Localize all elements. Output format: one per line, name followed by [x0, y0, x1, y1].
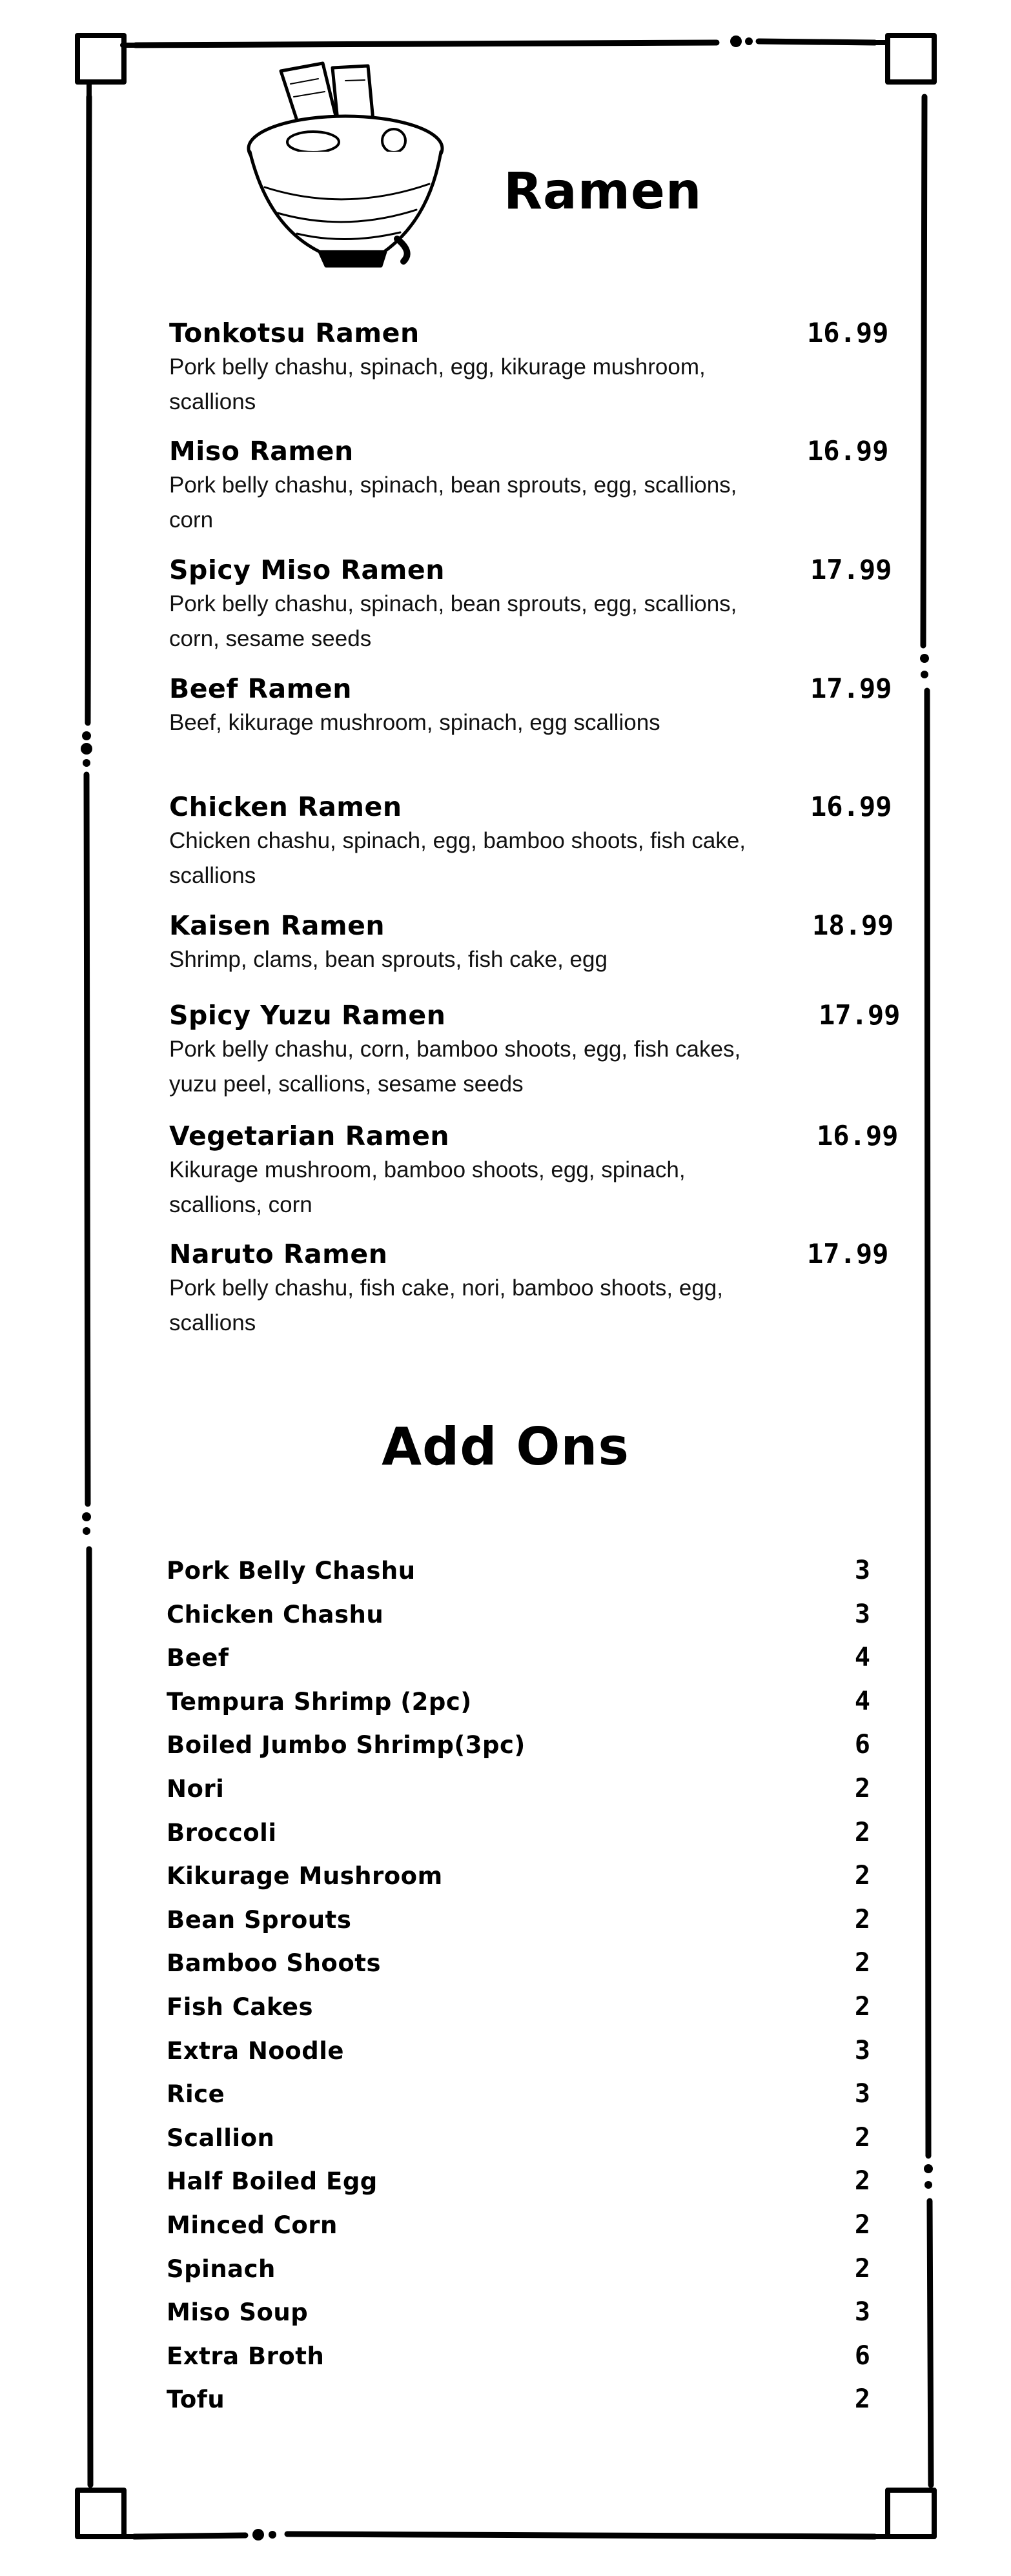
addon-item [167, 2378, 870, 2421]
addon-item-price: 2 [854, 1992, 870, 2022]
ramen-item [169, 672, 892, 740]
addon-item-name: Beef [167, 1644, 229, 1672]
addon-item [167, 2335, 870, 2378]
addon-item [167, 1898, 870, 1942]
addon-item-price: 3 [854, 1556, 870, 1585]
addon-item [167, 2291, 870, 2334]
ramen-item [169, 1237, 889, 1341]
addon-item-name: Extra Noodle [167, 2037, 344, 2065]
addon-item-name: Spinach [167, 2255, 276, 2283]
addon-item-price: 2 [854, 2210, 870, 2240]
ramen-item-name: Spicy Miso Ramen [169, 554, 445, 585]
addon-item-price: 2 [854, 2123, 870, 2153]
ramen-item-description: Pork belly chashu, corn, bamboo shoots, egg, fish cakes, yuzu peel, scallions, sesame seeds [169, 1037, 741, 1097]
addon-item [167, 1723, 870, 1767]
ramen-item-name: Beef Ramen [169, 673, 352, 704]
addon-item [167, 1636, 870, 1679]
addon-item-price: 6 [854, 1730, 870, 1760]
ramen-item-price: 17.99 [810, 673, 892, 704]
addon-item-name: Broccoli [167, 1819, 277, 1847]
addon-item-price: 6 [854, 2341, 870, 2371]
addon-item-name: Rice [167, 2080, 225, 2108]
addon-item-price: 3 [854, 2036, 870, 2065]
ramen-item-price: 16.99 [817, 1120, 899, 1151]
ramen-bowl-icon [242, 58, 462, 271]
addon-item-name: Scallion [167, 2124, 275, 2152]
addon-item [167, 1593, 870, 1636]
addon-item [167, 1767, 870, 1810]
addon-item-price: 3 [854, 1599, 870, 1629]
ramen-item [169, 1119, 899, 1222]
addon-item [167, 2160, 870, 2203]
ramen-item-name: Kaisen Ramen [169, 910, 385, 941]
ramen-item-name: Naruto Ramen [169, 1239, 388, 1270]
ramen-item-description: Pork belly chashu, spinach, bean sprouts, egg, scallions, corn [169, 472, 737, 532]
ramen-item [169, 553, 892, 656]
addon-item-price: 2 [854, 1818, 870, 1847]
ramen-item-price: 17.99 [810, 554, 892, 585]
addon-item-name: Kikurage Mushroom [167, 1862, 443, 1890]
ramen-item-description: Pork belly chashu, spinach, egg, kikurage mushroom, scallions [169, 354, 706, 414]
ramen-item-price: 16.99 [807, 317, 889, 349]
addon-item-price: 2 [854, 2384, 870, 2414]
addon-item-price: 2 [854, 1861, 870, 1891]
addon-item [167, 2247, 870, 2291]
addon-item-name: Chicken Chashu [167, 1601, 384, 1628]
ramen-item-price: 18.99 [812, 909, 894, 941]
ramen-item-name: Chicken Ramen [169, 791, 402, 822]
ramen-item-price: 17.99 [807, 1238, 889, 1270]
ramen-item-description: Kikurage mushroom, bamboo shoots, egg, spinach, scallions, corn [169, 1157, 686, 1217]
ramen-item-price: 17.99 [819, 999, 901, 1031]
addon-item-name: Tofu [167, 2386, 225, 2413]
addon-item-name: Minced Corn [167, 2211, 338, 2239]
ramen-item-name: Tonkotsu Ramen [169, 318, 420, 349]
ramen-item-description: Pork belly chashu, spinach, bean sprouts, egg, scallions, corn, sesame seeds [169, 591, 737, 651]
addon-item-price: 3 [854, 2079, 870, 2109]
addon-item-price: 4 [854, 1687, 870, 1716]
addon-item-price: 2 [854, 1905, 870, 1934]
addon-item [167, 2029, 870, 2073]
addon-item-price: 2 [854, 2254, 870, 2284]
addon-item [167, 1985, 870, 2029]
ramen-item-name: Vegetarian Ramen [169, 1121, 450, 1151]
ramen-item-description: Shrimp, clams, bean sprouts, fish cake, egg [169, 947, 608, 972]
addon-item-name: Pork Belly Chashu [167, 1557, 416, 1585]
ramen-item-description: Chicken chashu, spinach, egg, bamboo shoots, fish cake, scallions [169, 828, 746, 888]
addon-item [167, 1854, 870, 1898]
addon-item-name: Extra Broth [167, 2342, 325, 2370]
ramen-item [169, 909, 894, 977]
addon-item-name: Bean Sprouts [167, 1906, 352, 1934]
addon-item-price: 3 [854, 2297, 870, 2327]
ramen-item [169, 790, 892, 893]
ramen-item [169, 434, 889, 538]
addon-item-price: 2 [854, 1774, 870, 1803]
addon-item-name: Bamboo Shoots [167, 1949, 381, 1977]
ramen-item-price: 16.99 [807, 435, 889, 467]
addon-item-name: Tempura Shrimp (2pc) [167, 1688, 472, 1716]
ramen-item-description: Beef, kikurage mushroom, spinach, egg scallions [169, 710, 660, 735]
addons-section-title: Add Ons [382, 1417, 629, 1477]
addon-item-name: Fish Cakes [167, 1993, 314, 2021]
addon-item [167, 2116, 870, 2160]
addon-item [167, 1549, 870, 1592]
addon-item [167, 1680, 870, 1723]
addon-item-price: 2 [854, 1948, 870, 1978]
addon-item [167, 1811, 870, 1854]
addon-item [167, 1942, 870, 1985]
addon-item-price: 4 [854, 1643, 870, 1672]
ramen-item [169, 999, 901, 1102]
ramen-item-name: Spicy Yuzu Ramen [169, 1000, 446, 1031]
ramen-section-title: Ramen [504, 163, 702, 221]
addon-item [167, 2204, 870, 2247]
addon-item-price: 2 [854, 2166, 870, 2196]
addon-item-name: Boiled Jumbo Shrimp(3pc) [167, 1731, 526, 1759]
ramen-item-name: Miso Ramen [169, 436, 354, 467]
addon-item-name: Miso Soup [167, 2298, 309, 2326]
addon-item-name: Half Boiled Egg [167, 2167, 378, 2195]
ramen-item-price: 16.99 [810, 791, 892, 822]
ramen-item-description: Pork belly chashu, fish cake, nori, bamboo shoots, egg, scallions [169, 1275, 723, 1335]
ramen-item [169, 316, 889, 420]
addon-item-name: Nori [167, 1775, 225, 1803]
addon-item [167, 2073, 870, 2116]
